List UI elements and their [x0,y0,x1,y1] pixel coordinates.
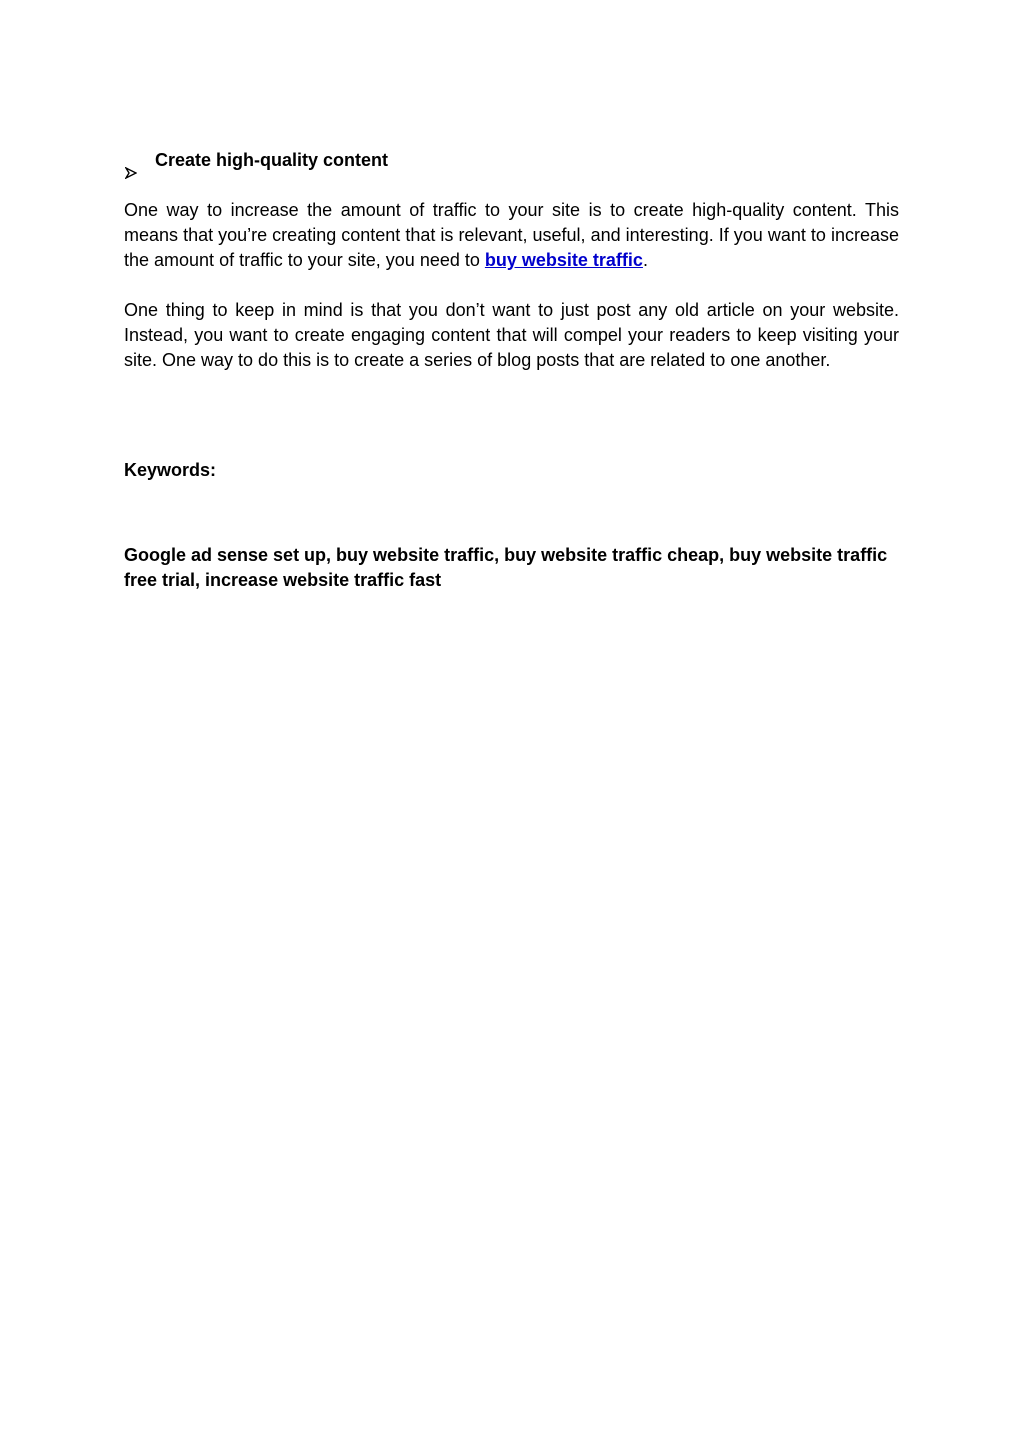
document-body [124,147,899,593]
paragraph-intro-end: . [642,250,648,270]
paragraph-intro-text: One way to increase the amount of traffic to your site is to create high-quality content. This means that you’re creating content that is relevant, useful, and interesting. If you want to increase the amount of traffic to your site, you need to [124,200,899,270]
paragraph-intro [124,198,899,273]
section-heading-row [124,147,899,173]
buy-website-traffic-link[interactable]: buy website traffic [484,250,643,270]
section-heading: Create high-quality content [155,150,389,170]
paragraph-engaging-content: One thing to keep in mind is that you don’t want to just post any old article on your website. Instead, you want to create engaging content that will compel your readers to keep visiting your site. One way to do this is to create a series of blog posts that are related to one another. [124,300,899,370]
keywords-list: Google ad sense set up, buy website traffic, buy website traffic cheap, buy website traffic free trial, increase website traffic fast [124,545,888,590]
keywords-label: Keywords: [124,460,217,480]
